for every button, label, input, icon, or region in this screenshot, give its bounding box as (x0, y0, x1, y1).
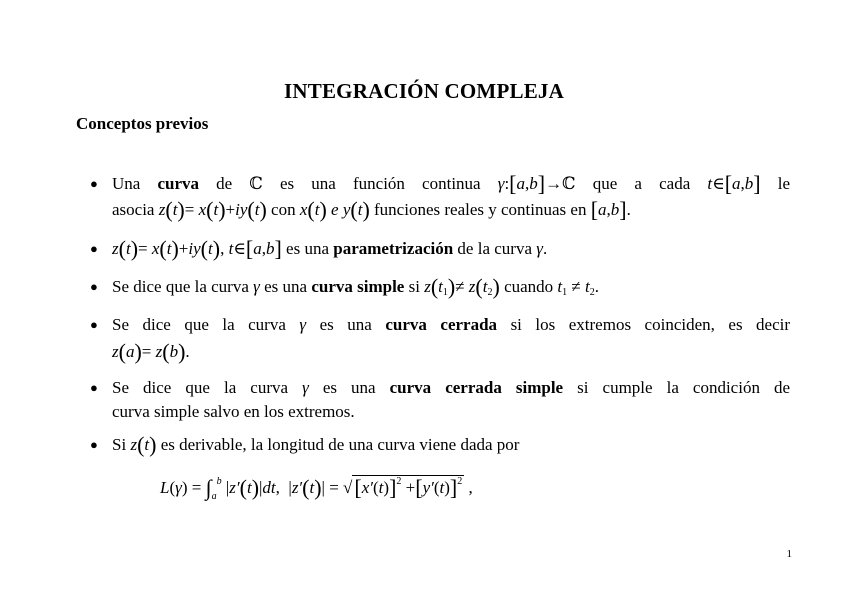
list-item: ● Si z(t) es derivable, la longitud de una curva viene dada por (90, 432, 520, 457)
curve-formula: z(t)= x(t)+iy(t) (158, 197, 267, 222)
domain-formula: t∈[a,b] (707, 171, 761, 196)
list-item: ● z(t)= x(t)+iy(t), t∈[a,b] es una parametrización de la curva γ. (90, 236, 548, 261)
parameter-condition-formula: $t_1 \ne t_2$. (557, 277, 599, 298)
list-item: ● Se dice que la curva γ es una curva simple si $z(t_1)\ne z(t_2)$ cuando $t_1 \ne t_2$. (90, 274, 599, 299)
bullet-icon: ● (90, 241, 98, 256)
document-title: INTEGRACIÓN COMPLEJA (284, 79, 564, 103)
list-item: ● Se dice que la curva γ es una curva cerrada si los extremos coinciden, es decir z(a)= z(b). (90, 315, 791, 364)
complex-set-symbol: ℂ (249, 174, 263, 193)
parametrization-formula: z(t)= x(t)+iy(t), t∈[a,b] (112, 236, 282, 261)
length-formula: $L(\gamma) = \int_a^b$ |z′(t)|dt, $|z'(t)| = √[x'(t)]^2 +[y'(t)]^2$ , (160, 475, 473, 502)
interval-formula: [a,b]. (590, 197, 631, 222)
bullet-icon: ● (90, 317, 98, 332)
bullet-icon: ● (90, 176, 98, 191)
bullet-icon: ● (90, 380, 98, 395)
components-formula: x(t) e y(t) (299, 197, 370, 222)
page-number: 1 (786, 548, 792, 560)
list-item: ● Se dice que la curva γ es una curva cerrada simple si cumple la condición de curva simple salvo en los extremos. (90, 378, 791, 421)
section-subtitle: Conceptos previos (76, 114, 209, 133)
closed-condition-formula: z(a)= z(b). (112, 339, 190, 364)
bullet-icon: ● (90, 279, 98, 294)
simple-condition-formula: $z(t_1)\ne z(t_2)$ (424, 274, 500, 299)
list-item: ● Una curva de ℂ es una función continua γ:[a,b]→ℂ que a cada t∈[a,b] le asocia z(t)= x(t)+iy(t) con x(t) e y(t) funciones reales y continuas en [a,b]. (90, 171, 791, 222)
map-formula: γ:[a,b]→ℂ (497, 171, 576, 196)
bullet-icon: ● (90, 437, 98, 452)
